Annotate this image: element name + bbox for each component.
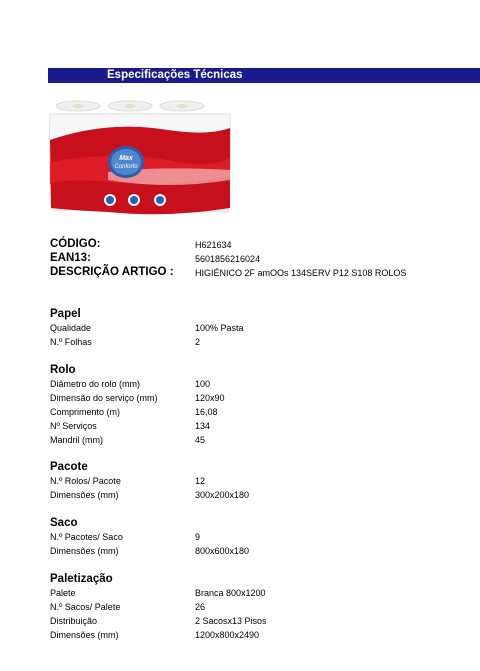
section-title: Saco — [50, 517, 78, 529]
spec-label: Distribuição — [50, 616, 98, 626]
spec-label: N.º Sacos/ Palete — [50, 602, 121, 612]
spec-value: 9 — [195, 532, 201, 542]
spec-value: 800x600x180 — [195, 546, 250, 556]
spec-value: 1200x800x2490 — [195, 630, 260, 640]
spec-value: 2 Sacosx13 Pisos — [195, 616, 267, 626]
descricao-artigo-value: HIGIÉNICO 2F amOOs 134SERV P12 S108 ROLOS — [195, 268, 407, 278]
spec-value: 26 — [195, 602, 206, 612]
spec-value: 12 — [195, 476, 206, 486]
spec-label: Palete — [50, 588, 76, 598]
roll-tops — [56, 101, 204, 111]
spec-value: 2 — [195, 337, 201, 347]
spec-label: N.º Rolos/ Pacote — [50, 476, 121, 486]
header-bar — [48, 68, 480, 83]
spec-label: Diâmetro do rolo (mm) — [50, 379, 141, 389]
section-title: Paletização — [50, 573, 113, 585]
feature-icons — [104, 194, 166, 206]
spec-label: Comprimento (m) — [50, 407, 121, 417]
spec-label: Qualidade — [50, 323, 92, 333]
codigo-label: CÓDIGO: — [50, 238, 101, 250]
spec-label: N.º Pacotes/ Saco — [50, 532, 123, 542]
spec-label: Dimensões (mm) — [50, 546, 119, 556]
svg-text:Conforto: Conforto — [114, 164, 138, 170]
descricao-artigo-label: DESCRIÇÃO ARTIGO : — [50, 266, 174, 278]
spec-value: 100 — [195, 379, 211, 389]
section-title: Pacote — [50, 461, 88, 473]
codigo-value: H621634 — [195, 240, 232, 250]
svg-text:Max: Max — [119, 155, 133, 162]
spec-label: N.º Folhas — [50, 337, 92, 347]
brand-logo — [108, 146, 144, 178]
spec-label: Nº Serviços — [50, 421, 97, 431]
spec-value: 120x90 — [195, 393, 225, 403]
spec-value: 134 — [195, 421, 211, 431]
spec-value: 300x200x180 — [195, 490, 250, 500]
spec-label: Dimensões (mm) — [50, 630, 119, 640]
section-title: Papel — [50, 308, 81, 320]
spec-value: 16,08 — [195, 407, 218, 417]
spec-label: Dimensão do serviço (mm) — [50, 393, 158, 403]
ean13-label: EAN13: — [50, 252, 91, 264]
spec-value: Branca 800x1200 — [195, 588, 266, 598]
spec-label: Mandril (mm) — [50, 435, 103, 445]
spec-label: Dimensões (mm) — [50, 490, 119, 500]
spec-value: 45 — [195, 435, 206, 445]
product-image — [48, 100, 238, 218]
page-title: Especificações Técnicas — [107, 69, 243, 81]
ean13-value: 5601856216024 — [195, 254, 261, 264]
section-title: Rolo — [50, 364, 76, 376]
spec-value: 100% Pasta — [195, 323, 244, 333]
